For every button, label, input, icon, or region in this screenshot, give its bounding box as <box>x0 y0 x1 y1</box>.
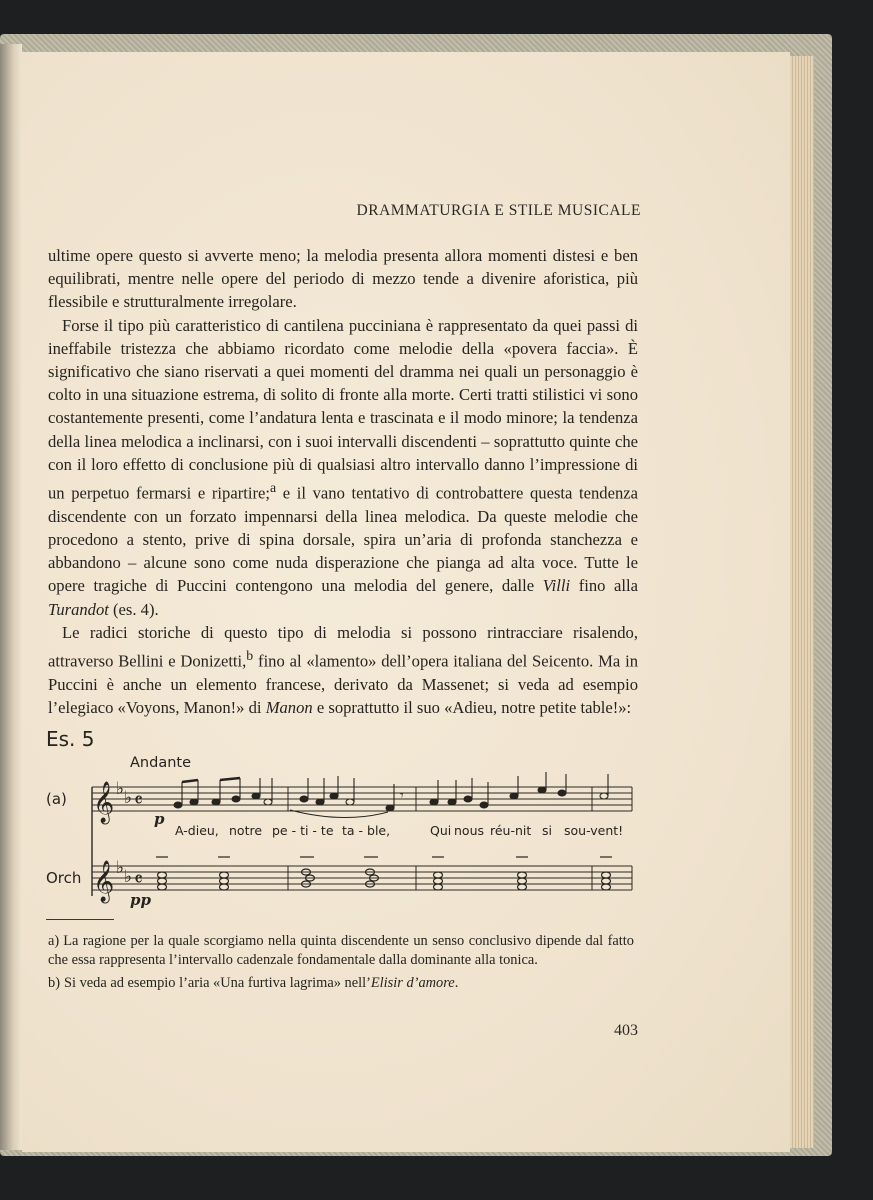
title-villi: Villi <box>542 576 571 596</box>
tempo-marking: Andante <box>130 755 191 771</box>
chord <box>432 857 444 890</box>
note <box>510 793 518 799</box>
note <box>346 799 354 805</box>
footnote-b-end: . <box>454 975 459 992</box>
example-label: Es. 5 <box>46 727 95 751</box>
chord <box>218 857 230 890</box>
footnote-b-text: Si veda ad esempio l’aria «Una furtiva lagrima» nell’ <box>64 975 371 992</box>
footnote-b-mark: b) <box>48 975 60 992</box>
note <box>264 799 272 805</box>
svg-text:𝄾: 𝄾 <box>400 788 404 804</box>
title-manon: Manon <box>265 697 313 717</box>
lyric: pe - ti - te <box>272 823 334 838</box>
lyrics <box>175 823 623 838</box>
orchestra-time-signature: 𝄴 <box>134 867 143 891</box>
lyric: sou-vent! <box>564 823 624 838</box>
lyric: réu-nit <box>490 823 532 838</box>
orchestra-dynamic: pp <box>130 891 151 909</box>
music-example-score <box>44 750 640 910</box>
lyric: ta - ble, <box>342 823 391 838</box>
title-turandot: Turandot <box>48 599 109 619</box>
note <box>480 802 488 808</box>
voice-staff <box>92 787 632 896</box>
note <box>448 799 456 805</box>
footnotes <box>48 932 634 998</box>
footnote-ref-b: b <box>246 647 254 663</box>
lyric: notre <box>229 823 263 838</box>
chord <box>516 857 528 890</box>
orchestra-label: Orch <box>46 869 82 887</box>
note <box>464 796 472 802</box>
orchestra-flat-1: ♭ <box>116 858 125 878</box>
voice-flat-1: ♭ <box>116 779 125 799</box>
page-number: 403 <box>614 1022 638 1039</box>
footnote-rule <box>46 919 114 920</box>
note <box>430 799 438 805</box>
note <box>212 799 220 805</box>
orchestra-treble-clef: 𝄞 <box>93 861 115 902</box>
footnote-b-title: Elisir d’amore <box>370 975 455 992</box>
text-fino-alla: fino alla <box>570 576 639 596</box>
previous-page-edge <box>0 44 22 1150</box>
note <box>538 787 546 793</box>
paragraph-2-part-1: Forse il tipo più caratteristico di cantilena pucciniana è rappresentato da quei passi di ineffabile tristezza che abbiamo ricordato come melodie della «povera faccia». È significativo che siano riservati a quei momenti del dramma nei quali un personaggio è colto in una situazione estrema, di solito di fronte alla morte. Certi tratti stilistici vi sono costantemente presenti, come l’andatura lenta e trascinata e il modo minore; la tendenza della linea melodica a inclinarsi, con i suoi intervalli discendenti – soprattutto quinte che con il loro effetto di conclusione più di qualsiasi altro intervallo danno l’impressione di un perpetuo fermarsi e ripartire; <box>48 315 638 503</box>
page-stack-edge <box>790 56 814 1148</box>
paragraph-2 <box>48 314 638 621</box>
note <box>190 799 198 805</box>
running-header: DRAMMATURGIA E STILE MUSICALE <box>356 202 641 219</box>
voice-time-signature: 𝄴 <box>134 788 143 812</box>
note <box>316 799 324 805</box>
chord <box>156 857 168 890</box>
note <box>232 796 240 802</box>
note <box>386 805 394 811</box>
paragraph-3-part-2: fino al «lamento» dell’opera italiana del Seicento. Ma in Puccini è anche un elemento francese, derivato da Massenet; si veda ad esempio l’elegiaco «Voyons, Manon!» di <box>48 651 638 717</box>
note <box>558 790 566 796</box>
note <box>174 802 182 808</box>
body-text <box>48 244 638 719</box>
lyric: Qui <box>430 823 452 838</box>
voice-flat-2: ♭ <box>124 788 133 808</box>
note <box>252 793 260 799</box>
lyric: nous <box>454 823 485 838</box>
note <box>330 793 338 799</box>
paragraph-3 <box>48 621 638 719</box>
paragraph-2-part-2: e il vano tentativo di controbattere questa tendenza discendente con un forzato impennarsi della linea melodica. Da queste melodie che procedono a stento, prive di spina dorsale, spira un’aria di profonda stanchezza e abbandono – alcune sono come nuda disperazione che pianga ad alta voce. Tutte le opere tragiche di Puccini contengono una melodia del genere, dalle <box>48 483 639 596</box>
footnote-ref-a: a <box>269 480 277 496</box>
paragraph-1: ultime opere questo si avverte meno; la melodia presenta allora momenti distesi e ben equilibrati, mentre nelle opere del periodo di mezzo tende a divenire aforistica, più flessibile e strutturalmente irregolare. <box>48 246 638 312</box>
paragraph-3-part-1: Le radici storiche di questo tipo di melodia si possono rintracciare risalendo, attraverso Bellini e Donizetti, <box>48 622 638 671</box>
chord <box>600 857 612 890</box>
voice-dynamic: p <box>154 810 165 828</box>
footnote-a <box>48 932 634 969</box>
orchestra-staff <box>92 866 632 890</box>
lyric: si <box>542 823 552 838</box>
note <box>300 796 308 802</box>
paragraph-3-part-3: e soprattutto il suo «Adieu, notre petite table!»: <box>316 697 632 717</box>
footnote-b <box>48 974 634 993</box>
voice-label: (a) <box>46 790 67 808</box>
text-es4: (es. 4). <box>108 599 159 619</box>
orchestra-flat-2: ♭ <box>124 867 133 887</box>
voice-treble-clef: 𝄞 <box>93 782 115 823</box>
footnote-a-mark: a) <box>48 933 60 949</box>
footnote-a-text: La ragione per la quale scorgiamo nella quinta discendente un senso conclusivo dipende dal fatto che essa rappresenta l’intervallo cadenzale fondamentale dalla dominante alla tonica. <box>48 933 634 968</box>
lyric: A-dieu, <box>175 823 219 838</box>
orchestra-chords <box>156 857 612 890</box>
note <box>600 793 608 799</box>
